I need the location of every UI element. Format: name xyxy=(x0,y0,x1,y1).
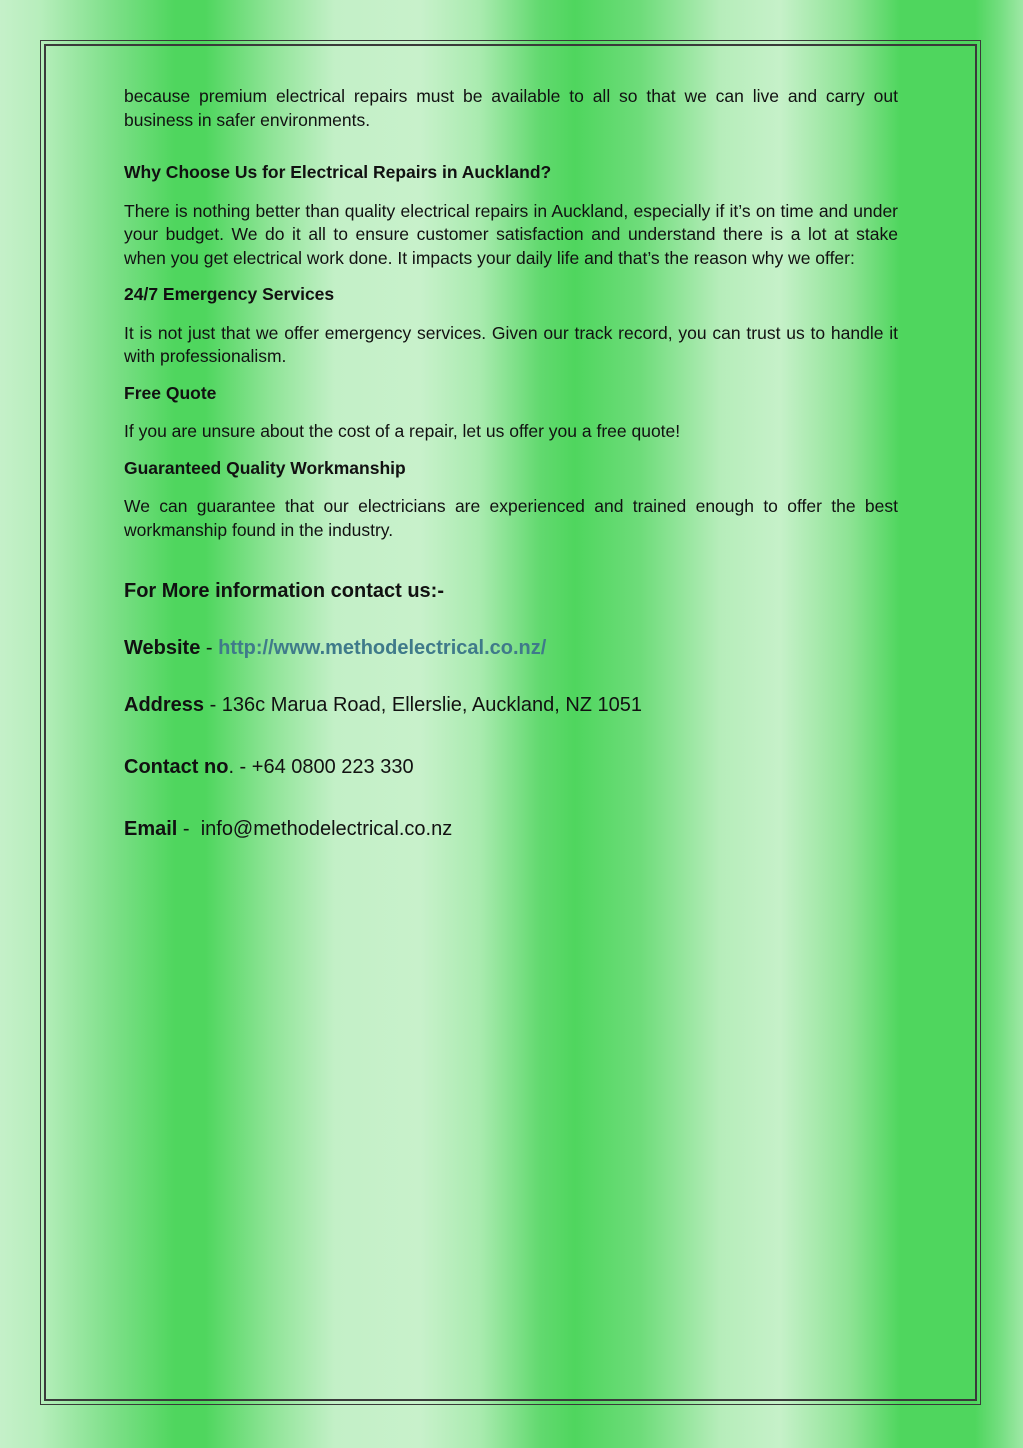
phone-line xyxy=(124,754,898,780)
free-quote-heading: Free Quote xyxy=(124,382,217,403)
phone-label: Contact no xyxy=(124,756,229,778)
emergency-body: It is not just that we offer emergency services. Given our track record, you can trust us to handle it with professionalism. xyxy=(124,322,898,366)
document-body xyxy=(124,85,898,842)
emergency-heading: 24/7 Emergency Services xyxy=(124,284,335,304)
phone-value: . - +64 0800 223 330 xyxy=(228,756,414,778)
free-quote-body: If you are unsure about the cost of a repair, let us offer you a free quote! xyxy=(124,421,681,441)
address-line xyxy=(124,692,898,718)
website-link[interactable]: http://www.methodelectrical.co.nz/ xyxy=(218,637,547,659)
quality-body: We can guarantee that our electricians are experienced and trained enough to offer the best workmanship found in the industry. xyxy=(124,496,898,540)
email-label: Email xyxy=(124,818,178,840)
address-label: Address xyxy=(124,694,205,716)
quality-heading: Guaranteed Quality Workmanship xyxy=(124,457,406,478)
email-line xyxy=(124,816,898,842)
website-label: Website xyxy=(124,637,201,659)
website-line xyxy=(124,635,898,661)
why-choose-heading: Why Choose Us for Electrical Repairs in Auckland? xyxy=(124,162,552,182)
address-value: - 136c Marua Road, Ellerslie, Auckland, NZ 1051 xyxy=(204,694,643,716)
contact-heading: For More information contact us:- xyxy=(124,580,444,602)
website-separator: - xyxy=(200,637,219,659)
intro-continuation: because premium electrical repairs must be available to all so that we can live and carry out business in safer environments. xyxy=(124,86,898,130)
why-choose-body: There is nothing better than quality electrical repairs in Auckland, especially if it’s on time and under your budget. We do it all to ensure customer satisfaction and understand there is a lot at stake when you get electrical work done. It impacts your daily life and that’s the reason why we offer: xyxy=(124,200,898,268)
email-value: - info@methodelectrical.co.nz xyxy=(177,818,453,840)
